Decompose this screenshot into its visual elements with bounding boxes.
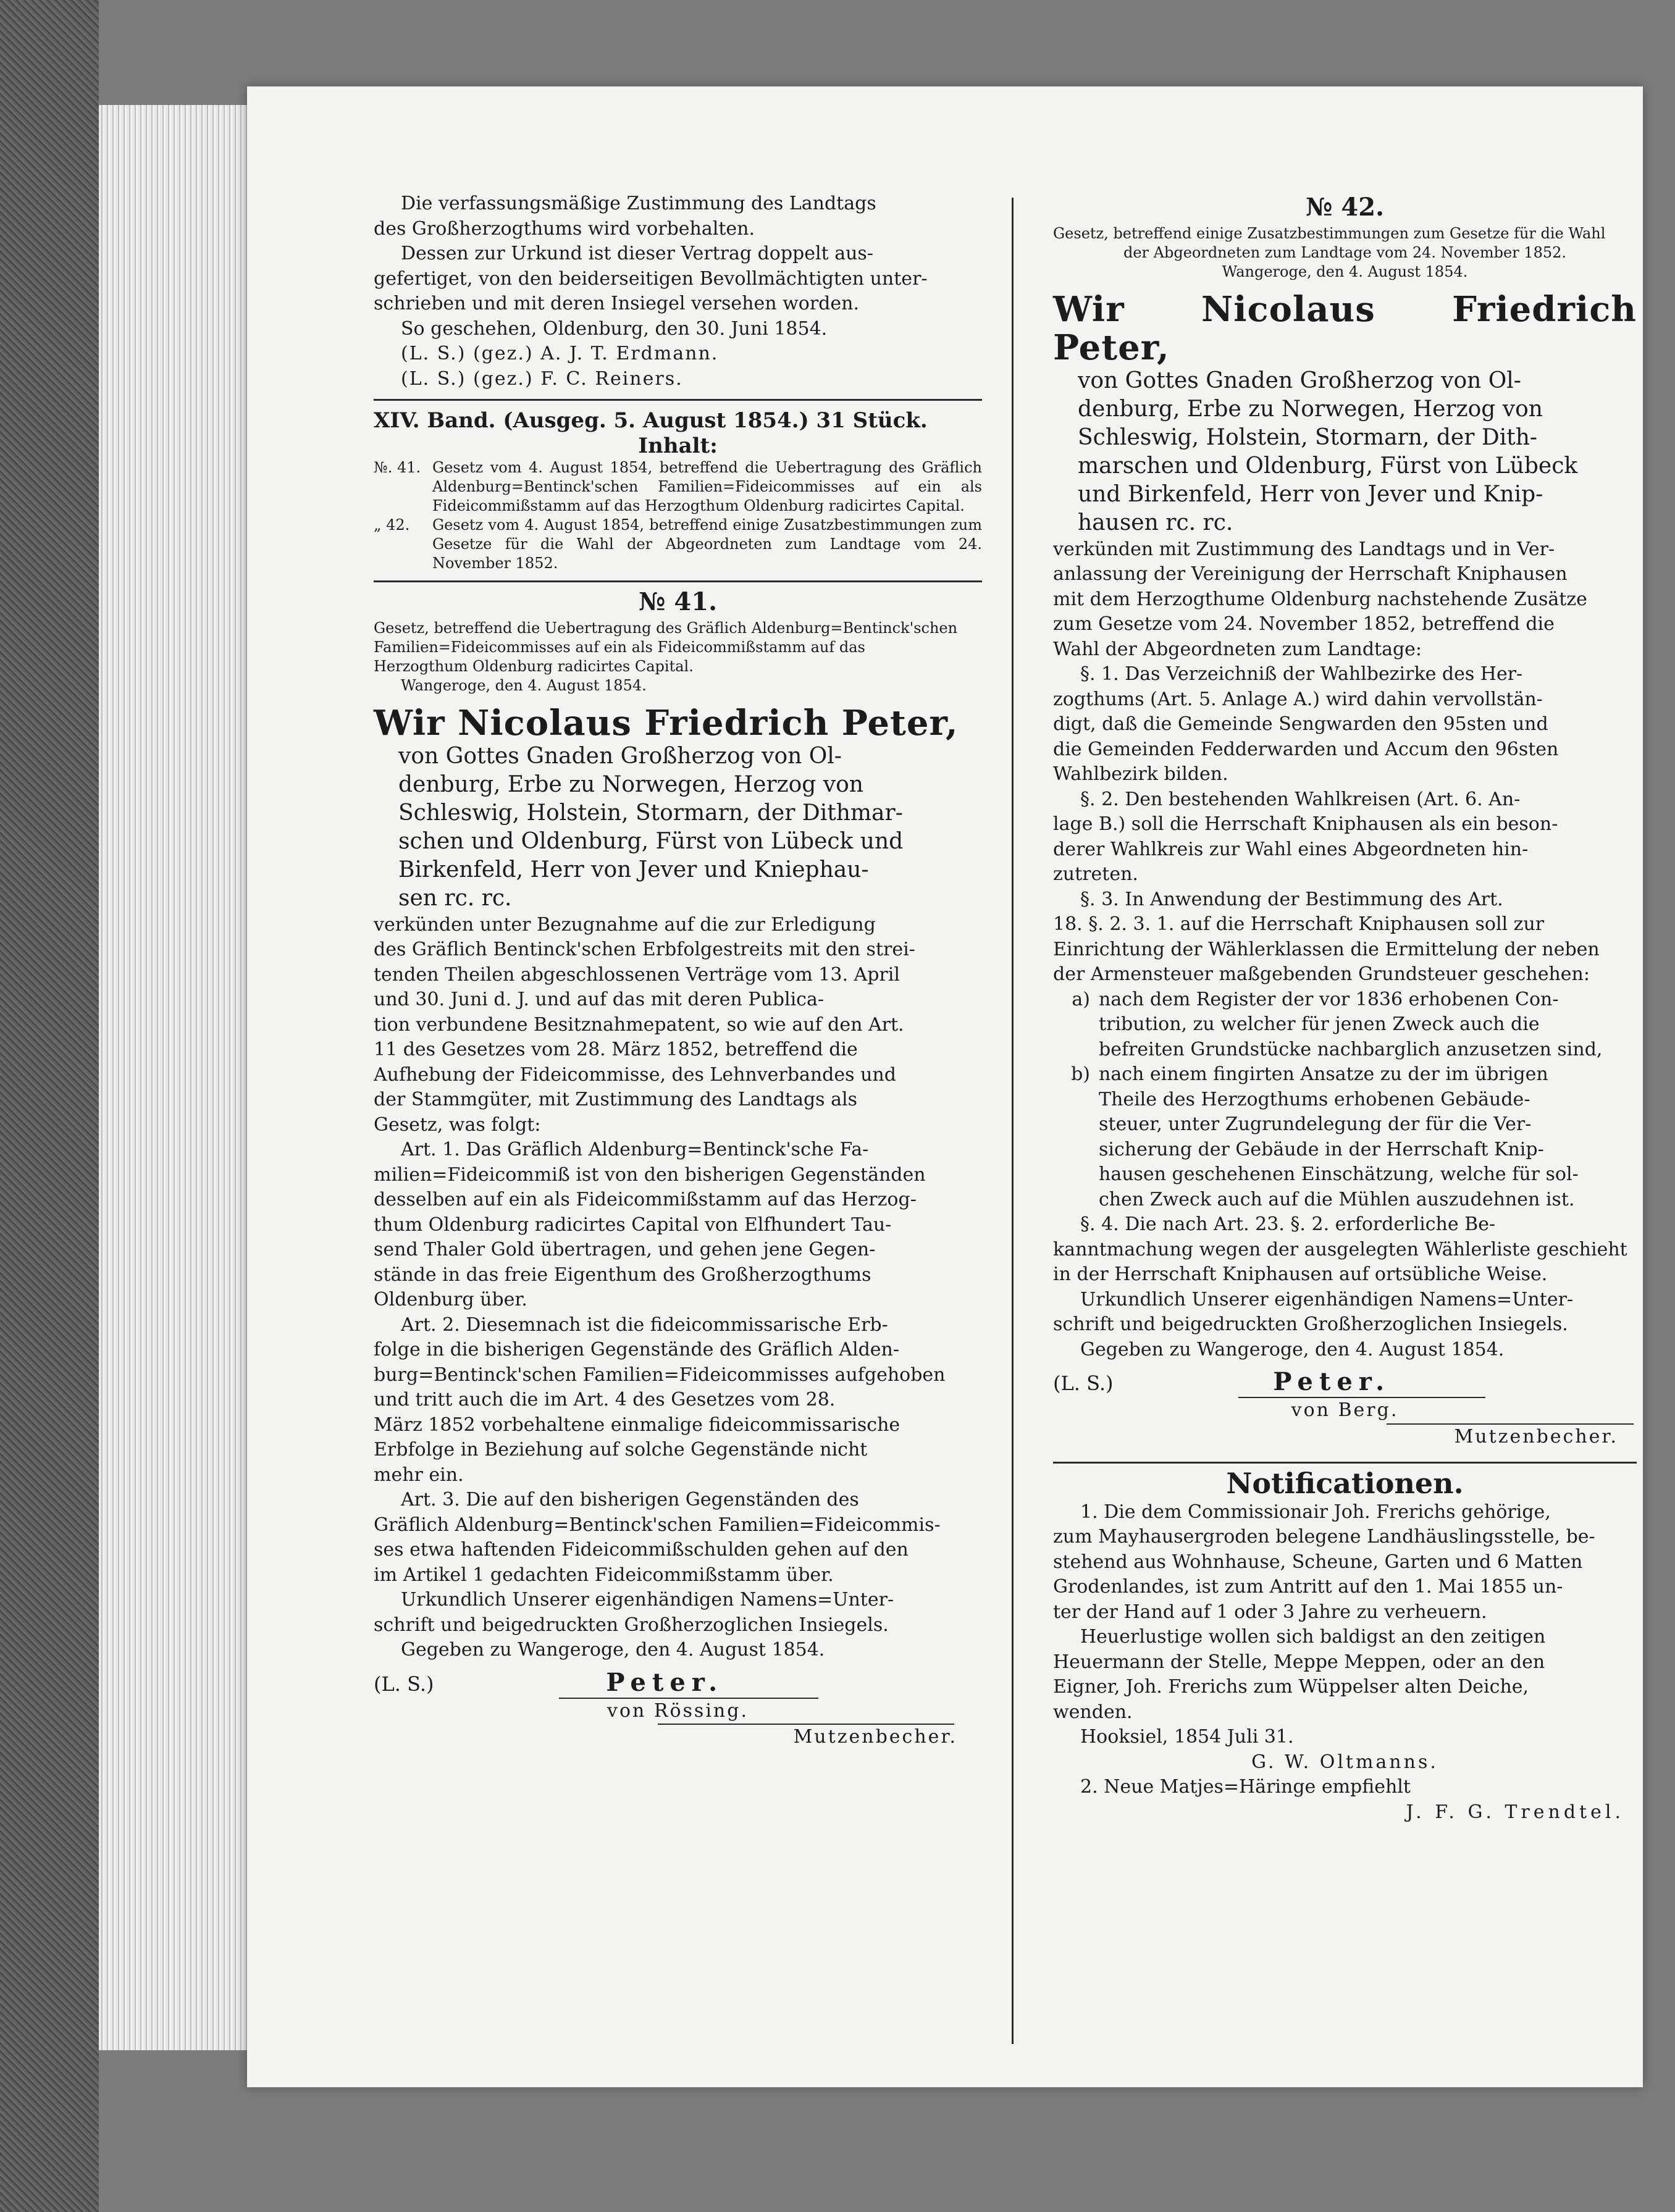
article-line: März 1852 vorbehaltene einmalige fideicommissarische — [374, 1414, 900, 1436]
issue-line: XIV. Band. (Ausgeg. 5. August 1854.) 31 Stück. — [374, 408, 928, 433]
toc-entry — [374, 458, 982, 516]
notice-line: wenden. — [1053, 1701, 1133, 1723]
law-dateline: Wangeroge, den 4. August 1854. — [1222, 262, 1468, 280]
toc-entry — [374, 516, 982, 573]
title-line: denburg, Erbe zu Norwegen, Herzog von — [398, 771, 863, 797]
seal-mark: (L. S.) — [1053, 1372, 1114, 1395]
signature: Peter. — [1273, 1367, 1391, 1396]
page-edges — [99, 105, 259, 2050]
title-line: Birkenfeld, Herr von Jever und Kniephau- — [398, 857, 869, 882]
seal-line: (L. S.) (gez.) A. J. T. Erdmann. — [401, 343, 719, 364]
title-line: von Gottes Gnaden Großherzog von Ol- — [398, 743, 842, 769]
title-line: sen rc. rc. — [398, 885, 512, 911]
article-line: send Thaler Gold übertragen, und gehen jene Gegen- — [374, 1239, 876, 1260]
list-key: a) — [1072, 988, 1090, 1010]
title-line: von Gottes Gnaden Großherzog von Ol- — [1078, 367, 1521, 393]
article-line: Erbfolge in Beziehung auf solche Gegenstände nicht — [374, 1439, 868, 1460]
signature: Peter. — [606, 1667, 724, 1697]
text-line: schrieben und mit deren Insiegel versehen worden. — [374, 293, 859, 314]
article-line: burg=Bentinck'schen Familien=Fideicommisses aufgehoben — [374, 1364, 946, 1386]
inhalt-title: Inhalt: — [638, 433, 718, 458]
toc-text: Gesetz vom 4. August 1854, betreffend die Uebertragung des Gräflich Aldenburg=Bentinck'schen Familien=Fideicommisses auf ein als Fideicommißstamm auf das Herzogthum Oldenburg radicirtes Capital. — [432, 459, 982, 514]
signature-row — [1053, 1368, 1637, 1397]
paragraph-line: lage B.) soll die Herrschaft Kniphausen als ein beson- — [1053, 813, 1558, 835]
sovereign-heading: Wir Nicolaus Friedrich Peter, — [374, 702, 959, 744]
signature-row — [374, 1669, 982, 1698]
article-line: milien=Fideicommiß ist von den bisherigen Gegenständen — [374, 1163, 926, 1186]
notice-signature: G. W. Oltmanns. — [1251, 1751, 1438, 1773]
list-body — [1099, 987, 1637, 1063]
toc-text: Gesetz vom 4. August 1854, betreffend einige Zusatzbestimmungen zum Gesetze für die Wahl der Abgeordneten zum Landtage vom 24. November 1852. — [432, 516, 982, 572]
list-item — [1053, 1062, 1637, 1212]
countersignature: von Berg. — [1291, 1399, 1399, 1421]
notice-line: Eigner, Joh. Frerichs zum Wüppelser alten Deiche, — [1053, 1676, 1529, 1698]
closing-line: Urkundlich Unserer eigenhändigen Namens=Unter- — [401, 1589, 894, 1611]
paragraph-line: Wahlbezirk bilden. — [1053, 763, 1228, 785]
list-line: chen Zweck auch auf die Mühlen auszudehnen ist. — [1099, 1188, 1575, 1210]
text-line: Aufhebung der Fideicommisse, des Lehnverbandes und — [374, 1063, 896, 1086]
text-line: mit dem Herzogthume Oldenburg nachstehende Zusätze — [1053, 588, 1587, 610]
article-line: desselben auf ein als Fideicommißstamm auf das Herzog- — [374, 1189, 917, 1210]
paragraph-line: zogthums (Art. 5. Anlage A.) wird dahin vervollstän- — [1053, 688, 1543, 710]
notice-line: 1. Die dem Commissionair Joh. Frerichs gehörige, — [1080, 1501, 1551, 1523]
seal-line: (L. S.) (gez.) F. C. Reiners. — [401, 367, 683, 390]
notice-line: zum Mayhausergroden belegene Landhäuslingsstelle, be- — [1053, 1526, 1595, 1548]
countersignature: von Rössing. — [607, 1699, 749, 1722]
document-page — [247, 86, 1643, 2087]
closing-line: Urkundlich Unserer eigenhändigen Namens=Unter- — [1080, 1288, 1574, 1310]
law-number: № 41. — [639, 587, 717, 616]
text-line: verkünden unter Bezugnahme auf die zur Erledigung — [374, 913, 876, 936]
paragraph-line: §. 3. In Anwendung der Bestimmung des Art. — [1080, 888, 1503, 910]
text-line: und 30. Juni d. J. und auf das mit deren Publica- — [374, 989, 824, 1010]
text-line: gefertiget, von den beiderseitigen Bevollmächtigten unter- — [374, 267, 928, 290]
list-body — [1099, 1062, 1637, 1212]
text-line: verkünden mit Zustimmung des Landtags und in Ver- — [1053, 538, 1555, 560]
paragraph-line: §. 2. Den bestehenden Wahlkreisen (Art. 6. An- — [1080, 788, 1521, 810]
article-line: thum Oldenburg radicirtes Capital von Elfhundert Tau- — [374, 1213, 892, 1236]
article-line: Art. 1. Das Gräflich Aldenburg=Bentinck'sche Fa- — [401, 1139, 869, 1160]
sovereign-heading: Wir Nicolaus Friedrich Peter, — [1053, 288, 1637, 368]
text-line: des Gräflich Bentinck'schen Erbfolgestreits mit den strei- — [374, 939, 915, 960]
list-line: nach dem Register der vor 1836 erhobenen Con- — [1099, 988, 1559, 1010]
article-line: im Artikel 1 gedachten Fideicommißstamm über. — [374, 1564, 834, 1586]
title-line: Schleswig, Holstein, Stormarn, der Dithmar- — [398, 800, 903, 826]
paragraph-line: 18. §. 2. 3. 1. auf die Herrschaft Kniphausen soll zur — [1053, 913, 1545, 935]
title-line: und Birkenfeld, Herr von Jever und Knip- — [1078, 481, 1543, 507]
paragraph-line: kanntmachung wegen der ausgelegten Wählerliste geschieht — [1053, 1238, 1627, 1260]
article-line: Art. 3. Die auf den bisherigen Gegenständen des — [401, 1489, 859, 1510]
list-line: tribution, zu welcher für jenen Zweck auch die — [1099, 1013, 1540, 1035]
text-line: 11 des Gesetzes vom 28. März 1852, betreffend die — [374, 1039, 858, 1060]
text-line: tenden Theilen abgeschlossenen Verträge vom 13. April — [374, 963, 900, 986]
law-summary: Herzogthum Oldenburg radicirtes Capital. — [374, 657, 694, 675]
countersignature: Mutzenbecher. — [793, 1726, 957, 1748]
text-line: Dessen zur Urkund ist dieser Vertrag doppelt aus- — [401, 243, 873, 264]
divider — [374, 580, 982, 582]
list-item — [1053, 987, 1637, 1063]
seal-mark: (L. S.) — [374, 1672, 434, 1696]
closing-line: schrift und beigedruckten Großherzoglichen Insiegels. — [1053, 1313, 1568, 1335]
article-line: stände in das freie Eigenthum des Großherzogthums — [374, 1263, 871, 1286]
list-key: b) — [1071, 1063, 1090, 1085]
given-line: Gegeben zu Wangeroge, den 4. August 1854. — [1080, 1338, 1505, 1360]
notice-line: stehend aus Wohnhause, Scheune, Garten und 6 Matten — [1053, 1551, 1583, 1573]
notice-date: Hooksiel, 1854 Juli 31. — [1080, 1726, 1294, 1748]
title-line: Schleswig, Holstein, Stormarn, der Dith- — [1078, 424, 1538, 450]
paragraph-line: in der Herrschaft Kniphausen auf ortsübliche Weise. — [1053, 1263, 1548, 1285]
right-column — [1053, 191, 1637, 1825]
toc-number: №. 41. — [374, 459, 421, 476]
paragraph-line: die Gemeinden Fedderwarden und Accum den 96sten — [1053, 738, 1559, 760]
text-line: Wahl der Abgeordneten zum Landtage: — [1053, 638, 1422, 660]
notice-line: Grodenlandes, ist zum Antritt auf den 1. Mai 1855 un- — [1053, 1576, 1563, 1598]
paragraph-line: zutreten. — [1053, 863, 1138, 885]
article-line: mehr ein. — [374, 1464, 464, 1486]
notice-line: Heuermann der Stelle, Meppe Meppen, oder an den — [1053, 1651, 1545, 1673]
article-line: folge in die bisherigen Gegenstände des Gräflich Alden- — [374, 1339, 899, 1360]
notice-signature: J. F. G. Trendtel. — [1406, 1801, 1624, 1823]
article-line: Oldenburg über. — [374, 1289, 527, 1310]
title-line: marschen und Oldenburg, Fürst von Lübeck — [1078, 453, 1578, 479]
given-line: Gegeben zu Wangeroge, den 4. August 1854. — [401, 1639, 825, 1661]
list-line: hausen geschehenen Einschätzung, welche für sol- — [1099, 1163, 1579, 1185]
article-line: ses etwa haftenden Fideicommißschulden gehen auf den — [374, 1539, 909, 1561]
sovereign-titles — [1053, 367, 1637, 537]
article-line: Art. 2. Diesemnach ist die fideicommissarische Erb- — [401, 1313, 888, 1336]
law-summary: Gesetz, betreffend einige Zusatzbestimmungen zum Gesetze für die Wahl — [1053, 224, 1606, 242]
text-line: zum Gesetze vom 24. November 1852, betreffend die — [1053, 613, 1555, 635]
law-summary: Familien=Fideicommisses auf ein als Fideicommißstamm auf das — [374, 638, 865, 656]
notice-line: Heuerlustige wollen sich baldigst an den zeitigen — [1080, 1626, 1546, 1648]
title-line: schen und Oldenburg, Fürst von Lübeck und — [398, 828, 904, 854]
text-line: des Großherzogthums wird vorbehalten. — [374, 217, 755, 240]
divider — [1053, 1462, 1637, 1464]
paragraph-line: §. 1. Das Verzeichniß der Wahlbezirke des Her- — [1080, 663, 1523, 685]
list-line: Theile des Herzogthums erhobenen Gebäude- — [1099, 1088, 1530, 1110]
list-line: befreiten Grundstücke nachbarglich anzusetzen sind, — [1099, 1038, 1603, 1060]
article-line: und tritt auch die im Art. 4 des Gesetzes vom 28. — [374, 1389, 836, 1410]
article-line: Gräflich Aldenburg=Bentinck'schen Familien=Fideicommis- — [374, 1514, 941, 1536]
title-line: hausen rc. rc. — [1078, 509, 1233, 535]
text-line: anlassung der Vereinigung der Herrschaft Kniphausen — [1053, 563, 1568, 585]
list-line: nach einem fingirten Ansatze zu der im übrigen — [1099, 1063, 1548, 1085]
paragraph-line: der Armensteuer maßgebenden Grundsteuer geschehen: — [1053, 963, 1590, 985]
left-column — [374, 191, 982, 1750]
paragraph-line: Einrichtung der Wählerklassen die Ermittelung der neben — [1053, 938, 1600, 960]
list-line: sicherung der Gebäude in der Herrschaft Knip- — [1099, 1138, 1544, 1160]
text-line: So geschehen, Oldenburg, den 30. Juni 1854. — [401, 317, 828, 340]
text-line: Gesetz, was folgt: — [374, 1113, 541, 1136]
law-dateline: Wangeroge, den 4. August 1854. — [401, 676, 647, 694]
law-summary: Gesetz, betreffend die Uebertragung des Gräflich Aldenburg=Bentinck'schen — [374, 619, 958, 637]
column-divider — [1012, 198, 1014, 2044]
notice-line: ter der Hand auf 1 oder 3 Jahre zu verheuern. — [1053, 1601, 1487, 1623]
law-number: № 42. — [1306, 193, 1384, 222]
section-title: Notificationen. — [1226, 1467, 1464, 1500]
paragraph-line: §. 4. Die nach Art. 23. §. 2. erforderliche Be- — [1080, 1213, 1496, 1235]
closing-line: schrift und beigedruckten Großherzoglichen Insiegels. — [374, 1614, 889, 1636]
law-summary: der Abgeordneten zum Landtage vom 24. November 1852. — [1123, 243, 1567, 261]
paragraph-line: digt, daß die Gemeinde Sengwarden den 95sten und — [1053, 713, 1548, 735]
title-line: denburg, Erbe zu Norwegen, Herzog von — [1078, 396, 1543, 422]
divider — [374, 399, 982, 401]
notice-line: 2. Neue Matjes=Häringe empfiehlt — [1080, 1776, 1411, 1798]
book-cover — [0, 0, 99, 2212]
text-line: tion verbundene Besitznahmepatent, so wie auf den Art. — [374, 1013, 904, 1036]
countersignature: Mutzenbecher. — [1454, 1425, 1618, 1447]
paragraph-line: derer Wahlkreis zur Wahl eines Abgeordneten hin- — [1053, 838, 1529, 860]
toc-number: „ 42. — [374, 516, 410, 534]
sovereign-titles — [374, 742, 982, 913]
text-line: Die verfassungsmäßige Zustimmung des Landtags — [401, 193, 876, 214]
text-line: der Stammgüter, mit Zustimmung des Landtags als — [374, 1089, 857, 1110]
list-line: steuer, unter Zugrundelegung der für die Ver- — [1099, 1113, 1532, 1135]
